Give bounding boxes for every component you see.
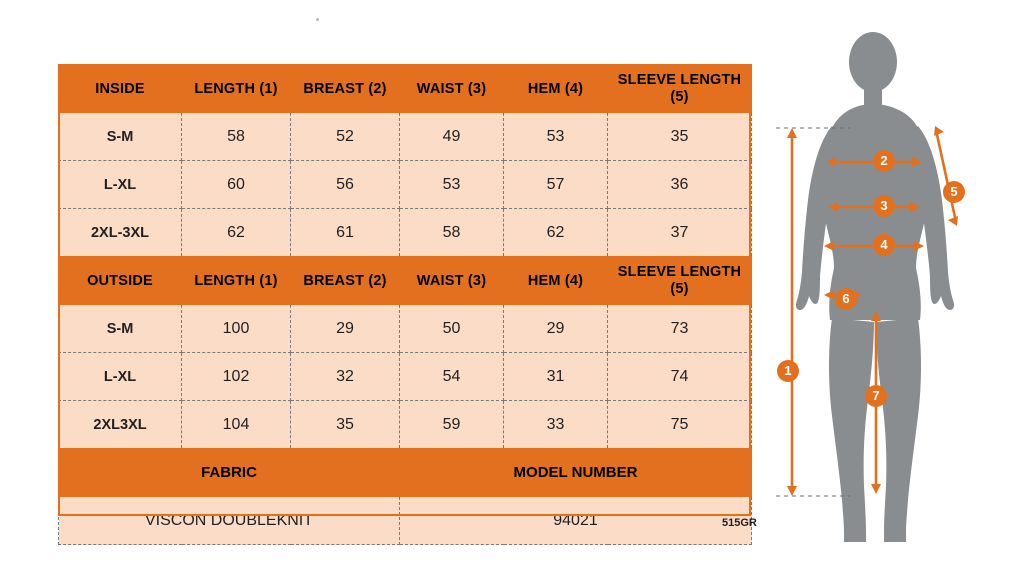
row-label-inside-2xl-3xl: 2XL-3XL <box>59 209 182 257</box>
header-inside-hem: HEM (4) <box>504 65 608 113</box>
table-row <box>59 305 752 353</box>
badge-7: 7 <box>865 385 887 407</box>
row-label-inside-l-xl: L-XL <box>59 161 182 209</box>
header-inside-waist: WAIST (3) <box>400 65 504 113</box>
cell-inside-s-m-sleeve: 35 <box>608 113 752 161</box>
table-header-row-outside <box>59 257 752 305</box>
header-outside-length: LENGTH (1) <box>182 257 291 305</box>
cell-outside-s-m-hem: 29 <box>504 305 608 353</box>
cell-inside-l-xl-length: 60 <box>182 161 291 209</box>
model-code-label: 515GR <box>722 517 757 529</box>
cell-outside-s-m-length: 100 <box>182 305 291 353</box>
header-inside-sleeve-length: SLEEVE LENGTH (5) <box>608 65 752 113</box>
badge-4: 4 <box>873 234 895 256</box>
cell-inside-l-xl-sleeve: 36 <box>608 161 752 209</box>
cell-inside-l-xl-breast: 56 <box>291 161 400 209</box>
cell-outside-l-xl-waist: 54 <box>400 353 504 401</box>
row-label-outside-2xl-3xl: 2XL3XL <box>59 401 182 449</box>
cell-outside-l-xl-hem: 31 <box>504 353 608 401</box>
header-outside-breast: BREAST (2) <box>291 257 400 305</box>
table-footer-header-row <box>59 449 752 497</box>
cell-outside-s-m-waist: 50 <box>400 305 504 353</box>
cell-inside-2xl-3xl-length: 62 <box>182 209 291 257</box>
cell-outside-2xl-3xl-breast: 35 <box>291 401 400 449</box>
cell-outside-2xl-3xl-sleeve: 75 <box>608 401 752 449</box>
badge-1: 1 <box>777 360 799 382</box>
cell-inside-s-m-breast: 52 <box>291 113 400 161</box>
cell-inside-s-m-length: 58 <box>182 113 291 161</box>
header-inside-length: LENGTH (1) <box>182 65 291 113</box>
row-label-outside-l-xl: L-XL <box>59 353 182 401</box>
cell-outside-2xl-3xl-length: 104 <box>182 401 291 449</box>
cell-inside-2xl-3xl-sleeve: 37 <box>608 209 752 257</box>
cell-outside-l-xl-sleeve: 74 <box>608 353 752 401</box>
value-model-number: 94021 <box>400 497 752 545</box>
header-outside-waist: WAIST (3) <box>400 257 504 305</box>
row-label-inside-s-m: S-M <box>59 113 182 161</box>
cell-outside-l-xl-breast: 32 <box>291 353 400 401</box>
cell-inside-s-m-waist: 49 <box>400 113 504 161</box>
badge-6: 6 <box>835 288 857 310</box>
table-row <box>59 353 752 401</box>
header-model-number: MODEL NUMBER <box>400 449 752 497</box>
table-row <box>59 161 752 209</box>
cell-inside-s-m-hem: 53 <box>504 113 608 161</box>
cell-inside-2xl-3xl-breast: 61 <box>291 209 400 257</box>
cell-inside-2xl-3xl-waist: 58 <box>400 209 504 257</box>
header-inside-breast: BREAST (2) <box>291 65 400 113</box>
table-header-row-inside <box>59 65 752 113</box>
row-label-outside-s-m: S-M <box>59 305 182 353</box>
figure-panel <box>770 0 1024 563</box>
header-inside: INSIDE <box>59 65 182 113</box>
cell-outside-l-xl-length: 102 <box>182 353 291 401</box>
cell-outside-s-m-sleeve: 73 <box>608 305 752 353</box>
badge-5: 5 <box>943 181 965 203</box>
cell-outside-2xl-3xl-hem: 33 <box>504 401 608 449</box>
table-row <box>59 401 752 449</box>
header-outside-hem: HEM (4) <box>504 257 608 305</box>
size-chart-table <box>58 64 752 545</box>
header-outside-sleeve-length: SLEEVE LENGTH (5) <box>608 257 752 305</box>
stray-dot-mark <box>316 18 319 21</box>
cell-inside-l-xl-hem: 57 <box>504 161 608 209</box>
cell-inside-l-xl-waist: 53 <box>400 161 504 209</box>
badge-2: 2 <box>873 150 895 172</box>
cell-outside-2xl-3xl-waist: 59 <box>400 401 504 449</box>
cell-inside-2xl-3xl-hem: 62 <box>504 209 608 257</box>
cell-outside-s-m-breast: 29 <box>291 305 400 353</box>
header-fabric: FABRIC <box>59 449 400 497</box>
table-footer-value-row <box>59 497 752 545</box>
table-row <box>59 113 752 161</box>
header-outside: OUTSIDE <box>59 257 182 305</box>
mannequin-figure <box>770 0 1024 563</box>
value-fabric: VISCON DOUBLEKNIT <box>59 497 400 545</box>
badge-3: 3 <box>873 195 895 217</box>
table-row <box>59 209 752 257</box>
